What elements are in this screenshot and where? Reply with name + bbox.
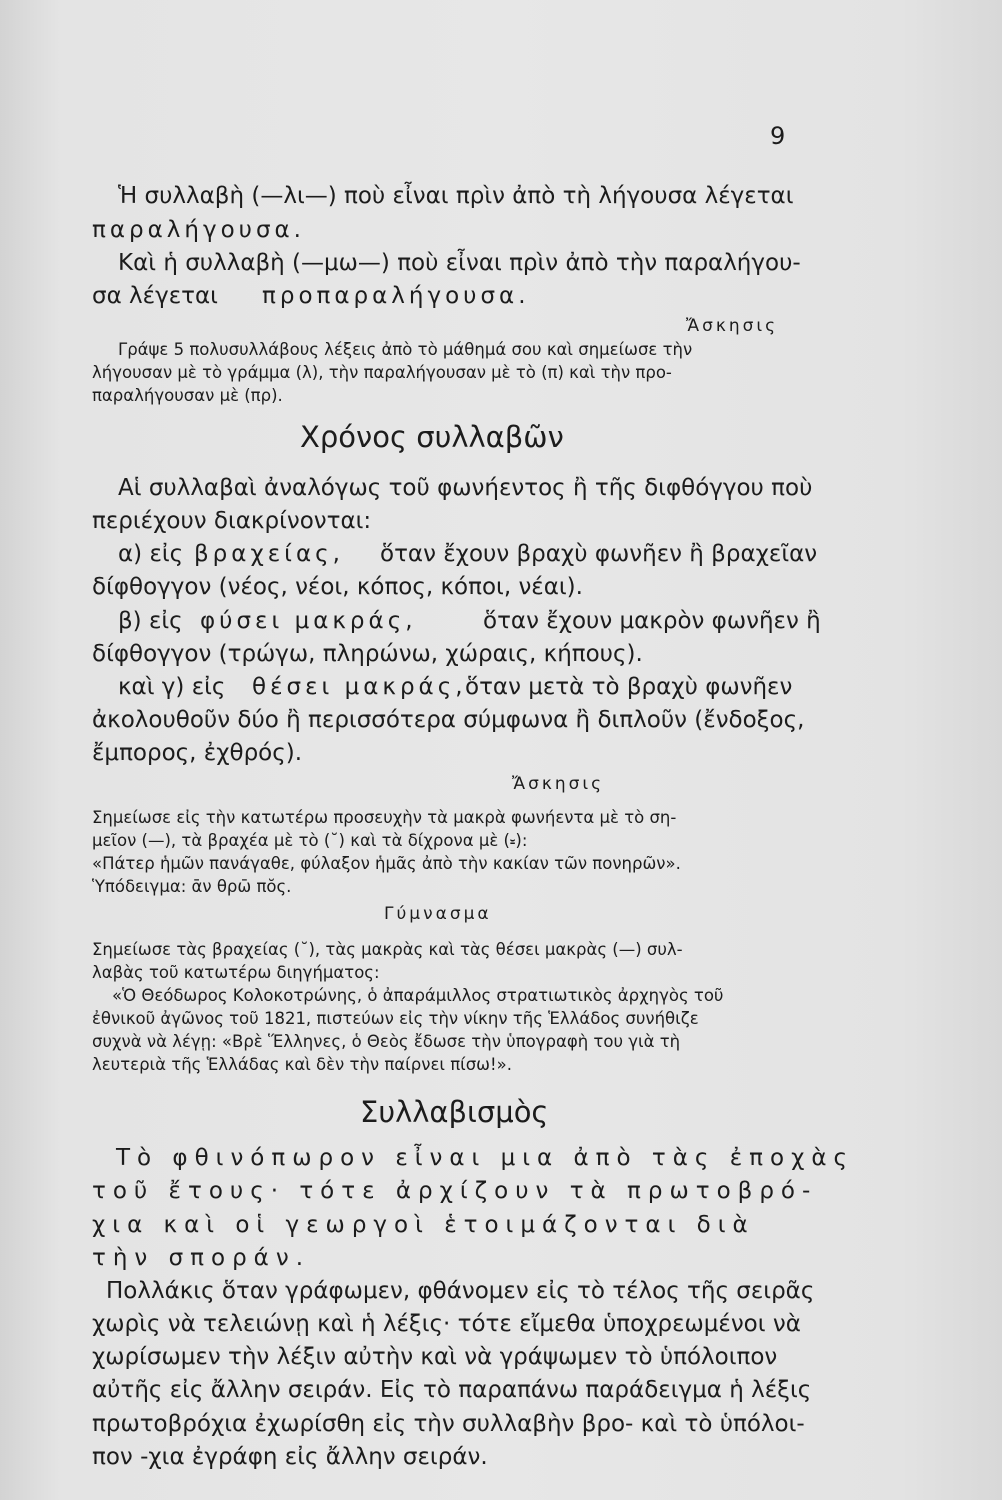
exercise-title: Ἄσκησις <box>512 774 605 794</box>
gymnasma-line: συχνὰ νὰ λέγῃ: «Βρὲ Ἕλληνες, ὁ Θεὸς ἔδωσε τὴν ὑπογραφὴ του γιὰ τὴ <box>92 1032 681 1051</box>
example-line: τοῦ ἔτους· τότε ἀρχίζουν τὰ πρωτοβρό- <box>92 1178 818 1204</box>
exercise-line: Ὑπόδειγμα: ᾱν θρω̄ πο̆ς. <box>92 877 292 896</box>
body-line: χωρὶς νὰ τελειώνῃ καὶ ἡ λέξις· τότε εἴμεθα ὑποχρεωμένοι νὰ <box>92 1311 801 1337</box>
exercise-line: «Πάτερ ἡμῶν πανάγαθε, φύλαξον ἡμᾶς ἀπὸ τὴν κακίαν τῶν πονηρῶν». <box>92 854 681 873</box>
intro-line: Ἡ συλλαβὴ (—λι—) ποὺ εἶναι πρὶν ἀπὸ τὴ λήγουσα λέγεται <box>118 183 794 209</box>
term-bracheias: βραχείας, <box>194 541 344 567</box>
body-line: α) εἰς <box>118 541 184 567</box>
intro-line: σα λέγεται <box>92 283 218 309</box>
term-physei-makras: φύσει μακράς, <box>200 608 417 634</box>
body-line: ὅταν μετὰ τὸ βραχὺ φωνῆεν <box>465 674 793 700</box>
body-line: ἀκολουθοῦν δύο ἢ περισσότερα σύμφωνα ἢ διπλοῦν (ἔνδοξος, <box>92 707 805 733</box>
example-line: χια καὶ οἱ γεωργοὶ ἑτοιμάζονται διὰ <box>92 1212 755 1238</box>
body-line: Πολλάκις ὅταν γράφωμεν, φθάνομεν εἰς τὸ τέλος τῆς σειρᾶς <box>106 1278 815 1304</box>
body-line: Αἱ συλλαβαὶ ἀναλόγως τοῦ φωνήεντος ἢ τῆς διφθόγγου ποὺ <box>118 475 813 501</box>
gymnasma-title: Γύμνασμα <box>384 904 492 924</box>
gymnasma-line: λευτεριὰ τῆς Ἑλλάδας καὶ δὲν τὴν παίρνει πίσω!». <box>92 1055 512 1074</box>
body-line: καὶ γ) εἰς <box>118 674 226 700</box>
example-line: Τὸ φθινόπωρον εἶναι μια ἀπὸ τὰς ἐποχὰς <box>116 1145 855 1171</box>
exercise-line: Γράψε 5 πολυσυλλάβους λέξεις ἀπὸ τὸ μάθημά σου καὶ σημείωσε τὴν <box>118 340 693 359</box>
body-line: δίφθογγον (νέος, νέοι, κόπος, κόποι, νέαι). <box>92 574 583 600</box>
term-thesei-makras: θέσει μακράς, <box>252 674 467 700</box>
body-line: περιέχουν διακρίνονται: <box>92 508 372 534</box>
body-line: δίφθογγον (τρώγω, πληρώνω, χώραις, κήπους). <box>92 641 643 667</box>
gymnasma-line: ἐθνικοῦ ἀγῶνος τοῦ 1821, πιστεύων εἰς τὴν νίκην τῆς Ἑλλάδος συνήθιζε <box>92 1009 699 1028</box>
exercise-line: μεῖον (—), τὰ βραχέα μὲ τὸ (˘) καὶ τὰ δίχρονα μὲ (⏓): <box>92 831 528 850</box>
intro-term-proparalegousa: προπαραλήγουσα. <box>262 283 530 309</box>
gymnasma-line: Σημείωσε τὰς βραχείας (˘), τὰς μακρὰς καὶ τὰς θέσει μακρὰς (—) συλ- <box>92 940 683 959</box>
body-line: αὐτῆς εἰς ἄλλην σειράν. Εἰς τὸ παραπάνω παράδειγμα ἡ λέξις <box>92 1377 812 1403</box>
body-line: πρωτοβρόχια ἐχωρίσθη εἰς τὴν συλλαβὴν βρο- καὶ τὸ ὑπόλοι- <box>92 1411 805 1437</box>
exercise-line: Σημείωσε εἰς τὴν κατωτέρω προσευχὴν τὰ μακρὰ φωνήεντα μὲ τὸ ση- <box>92 808 677 827</box>
gymnasma-line: λαβὰς τοῦ κατωτέρω διηγήματος: <box>92 963 380 982</box>
section-heading: Συλλαβισμὸς <box>360 1095 549 1129</box>
section-heading: Χρόνος συλλαβῶν <box>300 420 564 454</box>
body-line: β) εἰς <box>118 608 183 634</box>
body-line: ὅταν ἔχουν βραχὺ φωνῆεν ἢ βραχεῖαν <box>380 541 818 567</box>
gymnasma-line: «Ὁ Θεόδωρος Κολοκοτρώνης, ὁ ἀπαράμιλλος στρατιωτικὸς ἀρχηγὸς τοῦ <box>112 986 724 1005</box>
body-line: χωρίσωμεν τὴν λέξιν αὐτὴν καὶ νὰ γράψωμεν τὸ ὑπόλοιπον <box>92 1344 778 1370</box>
intro-term-paralegousa: παραλήγουσα. <box>92 217 305 243</box>
exercise-line: παραλήγουσαν μὲ (πρ). <box>92 386 283 405</box>
exercise-title: Ἄσκησις <box>686 316 779 336</box>
body-line: ἔμπορος, ἐχθρός). <box>92 740 303 766</box>
exercise-line: λήγουσαν μὲ τὸ γράμμα (λ), τὴν παραλήγουσαν μὲ τὸ (π) καὶ τὴν προ- <box>92 363 672 382</box>
page-number: 9 <box>770 122 786 150</box>
intro-line: Καὶ ἡ συλλαβὴ (—μω—) ποὺ εἶναι πρὶν ἀπὸ τὴν παραλήγου- <box>118 250 801 276</box>
example-line: τὴν σποράν. <box>92 1245 310 1271</box>
body-line: ὅταν ἔχουν μακρὸν φωνῆεν ἢ <box>483 608 821 634</box>
body-line: πον -χια ἐγράφη εἰς ἄλλην σειράν. <box>92 1444 488 1470</box>
